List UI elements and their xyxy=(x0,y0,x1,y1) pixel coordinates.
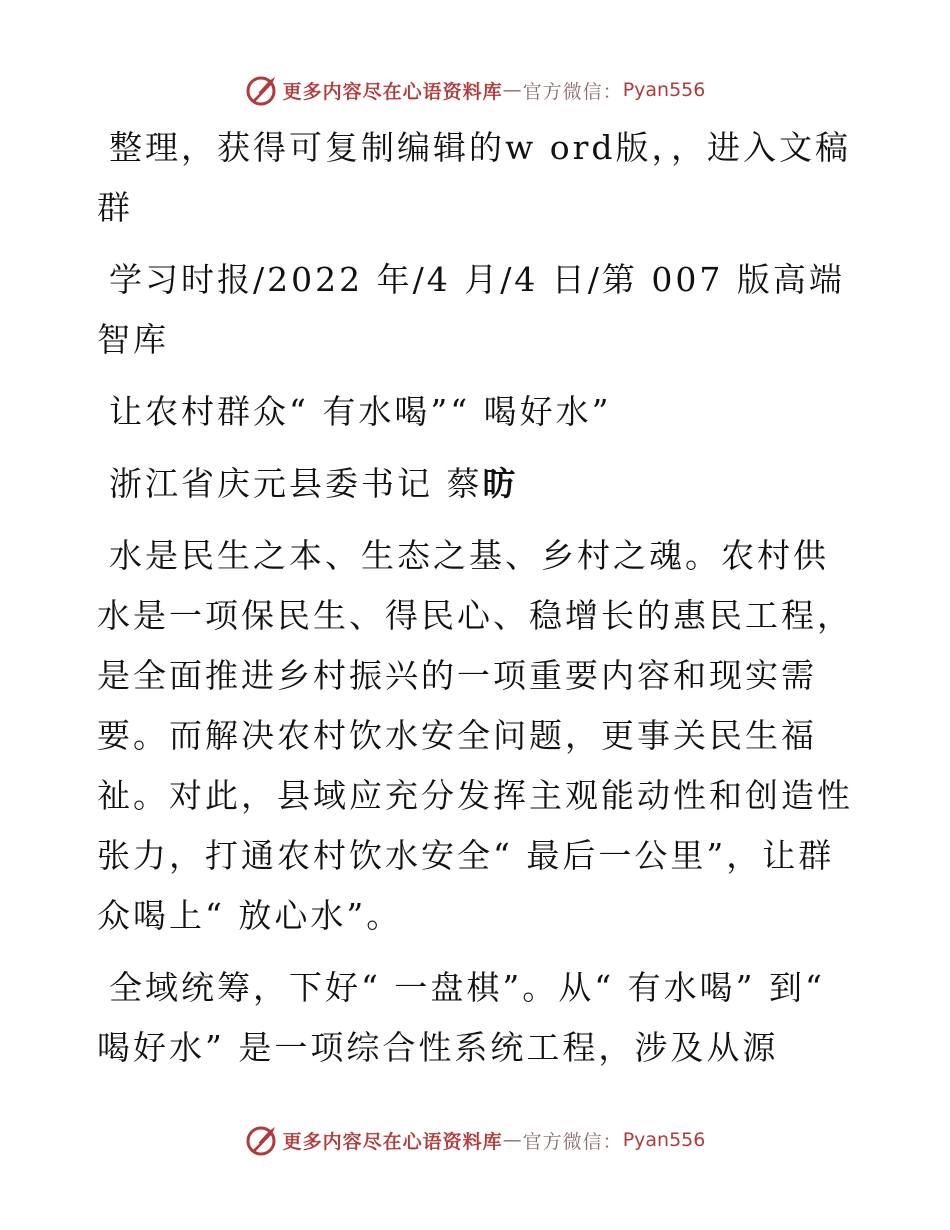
author-line-text: 浙江省庆元县委书记 蔡 xyxy=(109,464,483,503)
quill-pen-circle-icon xyxy=(245,73,279,107)
intro-line: 整理，获得可复制编辑的w ord版，，进入文稿群 xyxy=(97,128,852,227)
watermark-dash: — xyxy=(502,79,523,101)
watermark-wechat-id: Pyan556 xyxy=(622,1129,706,1151)
author-name-char: 昉 xyxy=(482,464,519,503)
watermark-dash: — xyxy=(502,1129,523,1151)
watermark-wechat-label: 官方微信： xyxy=(522,1130,623,1153)
article-title: 让农村群众“ 有水喝”“ 喝好水” xyxy=(109,392,612,431)
watermark-slogan: 更多内容尽在心语资料库 xyxy=(282,80,503,103)
source-line: 学习时报/2022 年/4 月/4 日/第 007 版高端智库 xyxy=(97,260,845,359)
author-line xyxy=(97,454,853,514)
document-body xyxy=(97,118,853,1090)
paragraph: 全域统筹，下好“ 一盘棋”。从“ 有水喝” 到“ 喝好水” 是一项综合性系统工程，涉及从源 xyxy=(97,968,825,1067)
quill-pen-circle-icon xyxy=(245,1123,279,1157)
watermark-banner-top xyxy=(0,68,950,112)
watermark-wechat-label: 官方微信： xyxy=(522,80,623,103)
watermark-banner-bottom xyxy=(0,1118,950,1162)
watermark-wechat-id: Pyan556 xyxy=(622,79,706,101)
watermark-slogan: 更多内容尽在心语资料库 xyxy=(282,1130,503,1153)
paragraph: 水是民生之本、生态之基、乡村之魂。农村供水是一项保民生、得民心、稳增长的惠民工程，是全面推进乡村振兴的一项重要内容和现实需要。而解决农村饮水安全问题，更事关民生福祉。对此，县域应充分发挥主观能动性和创造性张力，打通农村饮水安全“ 最后一公里”，让群众喝上“ 放心水”。 xyxy=(97,536,853,935)
